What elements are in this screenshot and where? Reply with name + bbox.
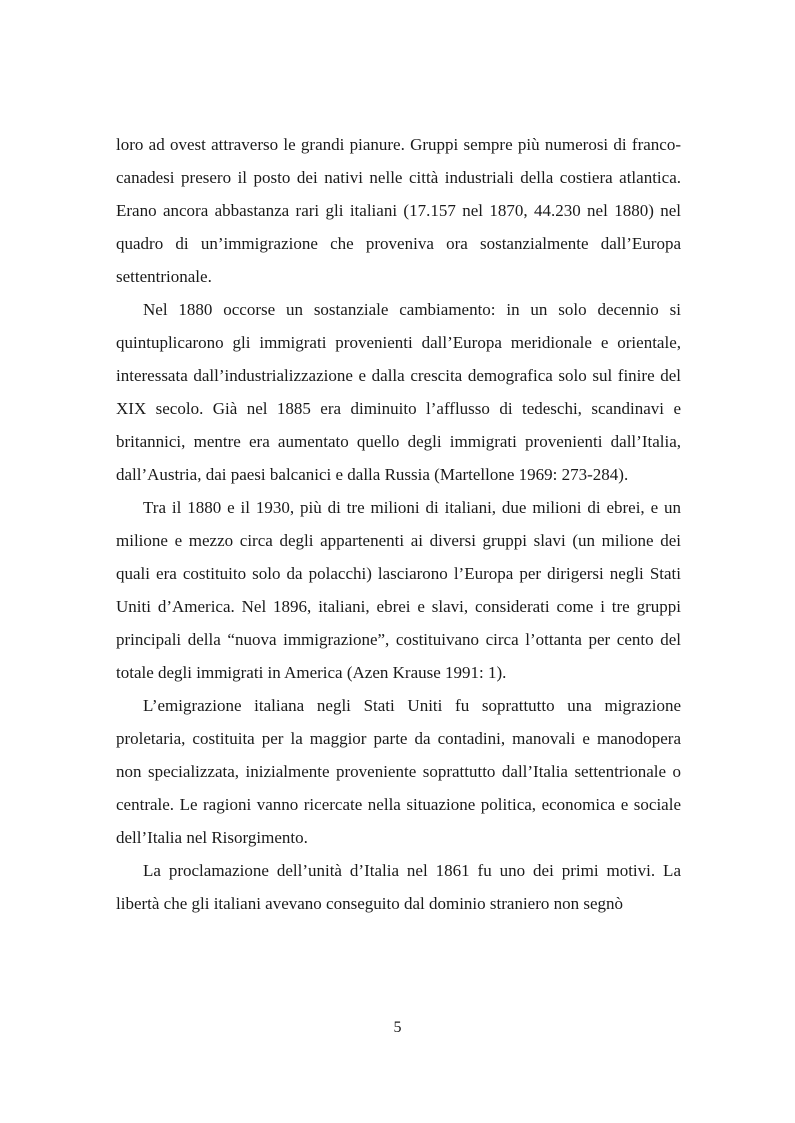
paragraph-1: loro ad ovest attraverso le grandi pianure. Gruppi sempre più numerosi di franco-canadesi presero il posto dei nativi nelle città industriali della costiera atlantica. Erano ancora abbastanza rari gli italiani (17.157 nel 1870, 44.230 nel 1880) nel quadro di un’immigrazione che proveniva ora sostanzialmente dall’Europa settentrionale. [116, 135, 681, 286]
paragraph-5: La proclamazione dell’unità d’Italia nel 1861 fu uno dei primi motivi. La libertà che gli italiani avevano conseguito dal dominio straniero non segnò [116, 861, 681, 913]
paragraph-4: L’emigrazione italiana negli Stati Uniti fu soprattutto una migrazione proletaria, costituita per la maggior parte da contadini, manovali e manodopera non specializzata, inizialmente proveniente soprattutto dall’Italia settentrionale o centrale. Le ragioni vanno ricercate nella situazione politica, economica e sociale dell’Italia nel Risorgimento. [116, 696, 681, 847]
paragraph-2: Nel 1880 occorse un sostanziale cambiamento: in un solo decennio si quintuplicarono gli immigrati provenienti dall’Europa meridionale e orientale, interessata dall’industrializzazione e dalla crescita demografica solo sul finire del XIX secolo. Già nel 1885 era diminuito l’afflusso di tedeschi, scandinavi e britannici, mentre era aumentato quello degli immigrati provenienti dall’Italia, dall’Austria, dai paesi balcanici e dalla Russia (Martellone 1969: 273-284). [116, 300, 681, 484]
page-number: 5 [393, 1019, 402, 1036]
paragraph-3: Tra il 1880 e il 1930, più di tre milioni di italiani, due milioni di ebrei, e un milione e mezzo circa degli appartenenti ai diversi gruppi slavi (un milione dei quali era costituito solo da polacchi) lasciarono l’Europa per dirigersi negli Stati Uniti d’America. Nel 1896, italiani, ebrei e slavi, considerati come i tre gruppi principali della “nuova immigrazione”, costituivano circa l’ottanta per cento del totale degli immigrati in America (Azen Krause 1991: 1). [116, 498, 681, 682]
body-text [116, 128, 681, 920]
